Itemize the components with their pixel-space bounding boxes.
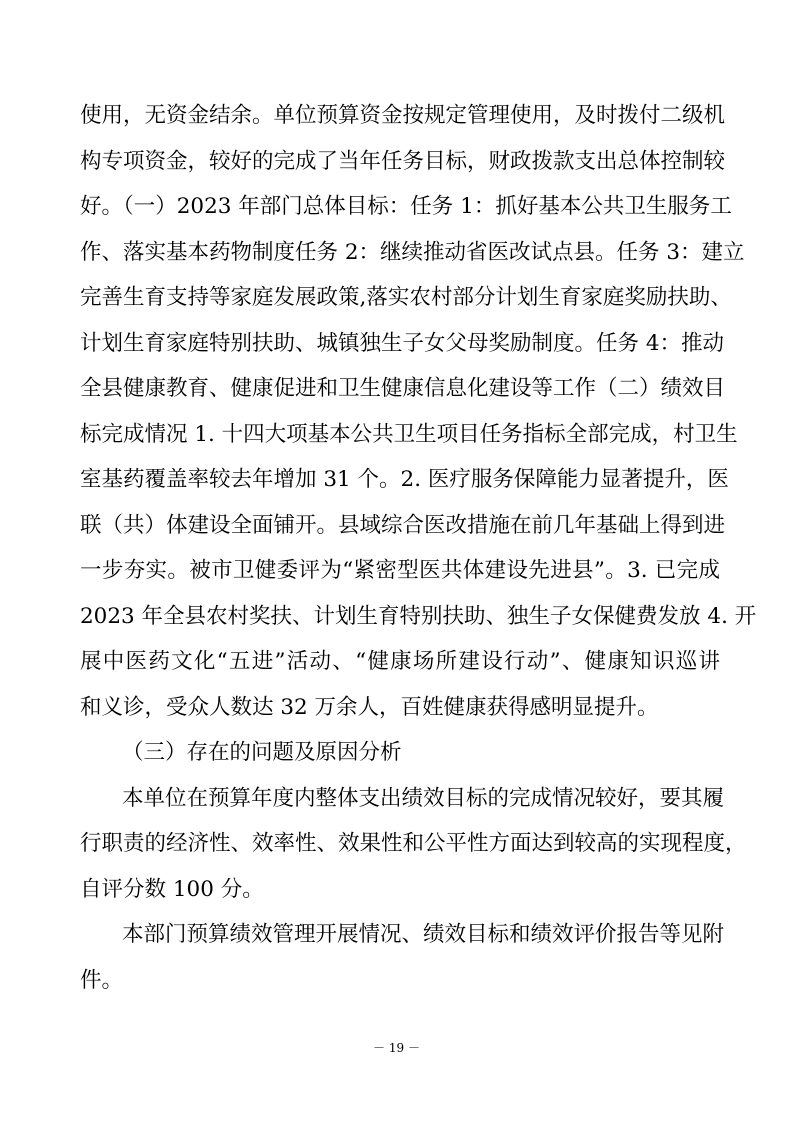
paragraph-line: 件。: [80, 968, 124, 993]
paragraph-line: 全县健康教育、健康促进和卫生健康信息化建设等工作（二）绩效目: [80, 376, 726, 401]
paragraph-line: 计划生育家庭特别扶助、城镇独生子女父母奖励制度。任务 4：推动: [80, 331, 725, 356]
paragraph-line: 作、落实基本药物制度任务 2：继续推动省医改试点县。任务 3：建立: [80, 240, 745, 265]
paragraph-line: 构专项资金，较好的完成了当年任务目标，财政拨款支出总体控制较: [80, 149, 726, 174]
paragraph-line: 好。（一）2023 年部门总体目标：任务 1：抓好基本公共卫生服务工: [80, 194, 732, 219]
paragraph-line: 展中医药文化“五进”活动、“健康场所建设行动”、健康知识巡讲: [80, 649, 720, 674]
section-heading: （三）存在的问题及原因分析: [122, 740, 402, 765]
paragraph-line: 本部门预算绩效管理开展情况、绩效目标和绩效评价报告等见附: [122, 922, 725, 947]
paragraph-line: 行职责的经济性、效率性、效果性和公平性方面达到较高的实现程度，: [80, 831, 747, 856]
paragraph-line: 本单位在预算年度内整体支出绩效目标的完成情况较好，要其履: [122, 786, 725, 811]
paragraph-line: 完善生育支持等家庭发展政策,落实农村部分计划生育家庭奖励扶助、: [80, 285, 732, 310]
page-number: － 19 －: [373, 1041, 420, 1055]
paragraph-line: 标完成情况 1. 十四大项基本公共卫生项目任务指标全部完成，村卫生: [80, 422, 738, 447]
paragraph-line: 一步夯实。被市卫健委评为“紧密型医共体建设先进县”。3. 已完成: [80, 558, 720, 583]
paragraph-line: 和义诊，受众人数达 32 万余人，百姓健康获得感明显提升。: [80, 695, 659, 720]
paragraph-line: 联（共）体建设全面铺开。县域综合医改措施在前几年基础上得到进: [80, 513, 726, 538]
paragraph-line: 使用，无资金结余。单位预算资金按规定管理使用，及时拨付二级机: [80, 103, 726, 128]
paragraph-line: 室基药覆盖率较去年增加 31 个。2. 医疗服务保障能力显著提升，医: [80, 467, 729, 492]
paragraph-line: 自评分数 100 分。: [80, 877, 264, 902]
paragraph-line: 2023 年全县农村奖扶、计划生育特别扶助、独生子女保健费发放 4. 开: [80, 604, 757, 629]
